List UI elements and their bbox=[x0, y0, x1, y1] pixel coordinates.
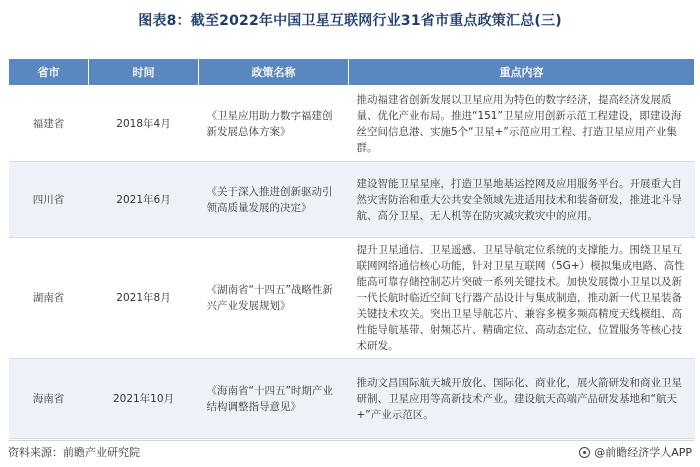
cell-province: 福建省 bbox=[9, 86, 89, 162]
table-row bbox=[9, 359, 695, 439]
brand-credit bbox=[579, 444, 692, 460]
cell-content: 提升卫星通信、卫星遥感、卫星导航定位系统的支撑能力。围绕卫星互联网网络通信核心功能，针对卫星互联网（5G+）模拟集成电路、高性能高可靠存储控制芯片突破一系列关键技术。加快发展微小卫星以及新一代长航时临近空间飞行器产品设计与集成制造，推动新一代卫星装备关键技术攻关。突出卫星导航芯片、兼容多模多频高精度天线模组、高性能导航基带、射频芯片、精确定位、高动态定位、位置服务等核心技术研发。 bbox=[349, 238, 695, 359]
cell-province: 湖南省 bbox=[9, 238, 89, 359]
header-policy: 政策名称 bbox=[199, 59, 349, 86]
table-row bbox=[9, 86, 695, 162]
footer-divider bbox=[8, 440, 694, 441]
brand-text: @前瞻经济学人APP bbox=[594, 446, 692, 459]
cell-policy: 《湖南省“十四五”战略性新兴产业发展规划》 bbox=[199, 238, 349, 359]
table-header-row bbox=[9, 59, 695, 86]
qianzhan-logo-icon bbox=[579, 447, 590, 458]
table-row bbox=[9, 238, 695, 359]
cell-time: 2021年8月 bbox=[89, 238, 199, 359]
header-content: 重点内容 bbox=[349, 59, 695, 86]
cell-content: 推动文昌国际航天城开放化、国际化、商业化，展火箭研发和商业卫星研制、卫星应用等高新技术产业。建设航天高端产品研发基地和“航天+”产业示范区。 bbox=[349, 359, 695, 439]
table-row bbox=[9, 162, 695, 238]
policy-table bbox=[8, 58, 695, 439]
header-time: 时间 bbox=[89, 59, 199, 86]
cell-time: 2021年6月 bbox=[89, 162, 199, 238]
page-title: 图表8：截至2022年中国卫星互联网行业31省市重点政策汇总(三) bbox=[138, 13, 562, 29]
cell-policy: 《关于深入推进创新驱动引领高质量发展的决定》 bbox=[199, 162, 349, 238]
cell-policy: 《卫星应用助力数字福建创新发展总体方案》 bbox=[199, 86, 349, 162]
cell-content: 建设智能卫星星座，打造卫星地基运控网及应用服务平台。开展重大自然灾害防治和重大公共安全领域先进适用技术和装备研发，推进北斗导航、高分卫星、无人机等在防灾减灾救灾中的应用。 bbox=[349, 162, 695, 238]
cell-time: 2018年4月 bbox=[89, 86, 199, 162]
cell-province: 四川省 bbox=[9, 162, 89, 238]
header-province: 省市 bbox=[9, 59, 89, 86]
source-note: 资料来源：前瞻产业研究院 bbox=[8, 446, 140, 459]
cell-province: 海南省 bbox=[9, 359, 89, 439]
cell-policy: 《海南省“十四五”时期产业结构调整指导意见》 bbox=[199, 359, 349, 439]
cell-content: 推动福建省创新发展以卫星应用为特色的数字经济，提高经济发展质量、优化产业布局。推进“151”卫星应用创新示范工程建设，即建设海丝空间信息港、实施5个“卫星+”示范应用工程、打造卫星应用产业集群。 bbox=[349, 86, 695, 162]
cell-time: 2021年10月 bbox=[89, 359, 199, 439]
